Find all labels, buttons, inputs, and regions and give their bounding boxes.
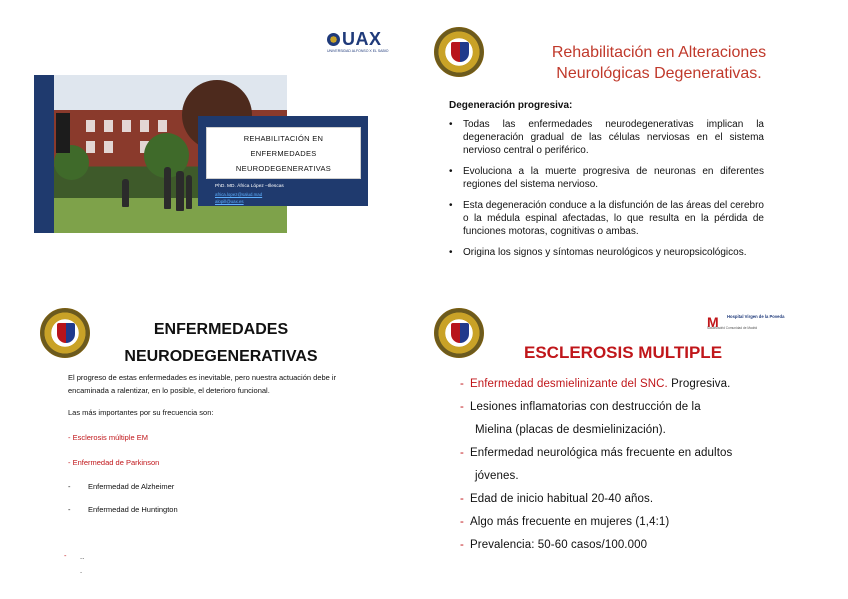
disease-item-em: - Esclerosis múltiple EM: [68, 433, 149, 442]
facts-list: [460, 374, 778, 558]
list-item: • Origina los signos y síntomas neurológicos y neuropsicológicos.: [449, 247, 747, 258]
cover-title: REHABILITACIÓN EN ENFERMEDADES NEURODEGENERATIVAS: [206, 127, 361, 179]
uax-emblem-icon: [327, 33, 340, 46]
list-item: - Enfermedad neurológica más frecuente en adultos: [460, 447, 733, 459]
slide-esclerosis: [424, 300, 848, 599]
disease-item-huntington: Enfermedad de Huntington: [88, 505, 178, 514]
author-name: PhD. MD. África López –Illescas: [215, 184, 284, 189]
hospital-name: Hospital Virgen de la Poveda: [727, 314, 785, 319]
list-lead: Las más importantes por su frecuencia son:: [68, 408, 214, 417]
disease-item-parkinson: - Enfermedad de Parkinson: [68, 458, 160, 467]
author-email-2[interactable]: alopill@uax.es: [215, 199, 244, 204]
university-seal-icon: [434, 308, 484, 358]
list-item: • Todas las enfermedades neurodegenerativas implican la degeneración gradual de las células nerviosas en el sistema nervioso central o periférico.: [449, 119, 764, 156]
list-item: - Enfermedad desmielinizante del SNC. Progresiva.: [460, 378, 731, 390]
trailing-dot: .: [80, 566, 83, 575]
madrid-m-icon: M: [707, 314, 719, 330]
uax-logo: [327, 30, 397, 56]
slide-enfermedades: [0, 300, 424, 599]
slide-subtitle: Degeneración progresiva:: [449, 100, 573, 111]
bullet-list: [449, 118, 764, 267]
slide-degeneracion: [424, 0, 848, 299]
list-item: - Edad de inicio habitual 20-40 años.: [460, 493, 654, 505]
disease-item-alzheimer: Enfermedad de Alzheimer: [88, 482, 175, 491]
list-item: • Evoluciona a la muerte progresiva de neuronas en diferentes regiones del sistema nervioso.: [449, 166, 764, 190]
list-dash: -: [68, 482, 71, 491]
slide-title: Rehabilitación en Alteraciones Neurológicas Degenerativas.: [551, 44, 767, 82]
university-seal-icon: [40, 308, 90, 358]
hospital-logo: [707, 314, 787, 330]
list-item-continuation: jóvenes.: [475, 470, 519, 482]
hospital-sub: SaludMadrid Comunidad de Madrid: [707, 326, 758, 330]
list-item: - Algo más frecuente en mujeres (1,4:1): [460, 516, 670, 528]
trailing-dash: -: [64, 551, 67, 560]
author-email-1[interactable]: africa.lopez@salud.mad: [215, 192, 263, 197]
list-item: - Lesiones inflamatorias con destrucción de la: [460, 401, 701, 413]
slide-title: ESCLEROSIS MULTIPLE: [524, 343, 723, 362]
list-item: • Esta degeneración conduce a la disfunción de las áreas del cerebro o la médula espinal afectadas, lo que resulta en la pérdida de funciones motoras, cognitivas o ambas.: [449, 200, 764, 237]
photo-side-bar: [34, 75, 54, 233]
list-item-continuation: Mielina (placas de desmielinización).: [475, 424, 666, 436]
university-seal-icon: [434, 27, 484, 77]
intro-paragraph: El progreso de estas enfermedades es inevitable, pero nuestra actuación debe ir encaminada a ralentizar, en lo posible, el deterioro funcional.: [68, 373, 337, 395]
uax-sign: [56, 113, 70, 153]
uax-logo-text: UAX: [342, 29, 382, 49]
list-dash: -: [68, 505, 71, 514]
uax-logo-subtitle: UNIVERSIDAD ALFONSO X EL SABIO: [327, 49, 389, 53]
slide-cover: [0, 0, 424, 299]
slide-title: ENFERMEDADES NEURODEGENERATIVAS: [124, 321, 318, 365]
trailing-dots: ..: [80, 552, 85, 561]
list-item: - Prevalencia: 50-60 casos/100.000: [460, 539, 648, 551]
